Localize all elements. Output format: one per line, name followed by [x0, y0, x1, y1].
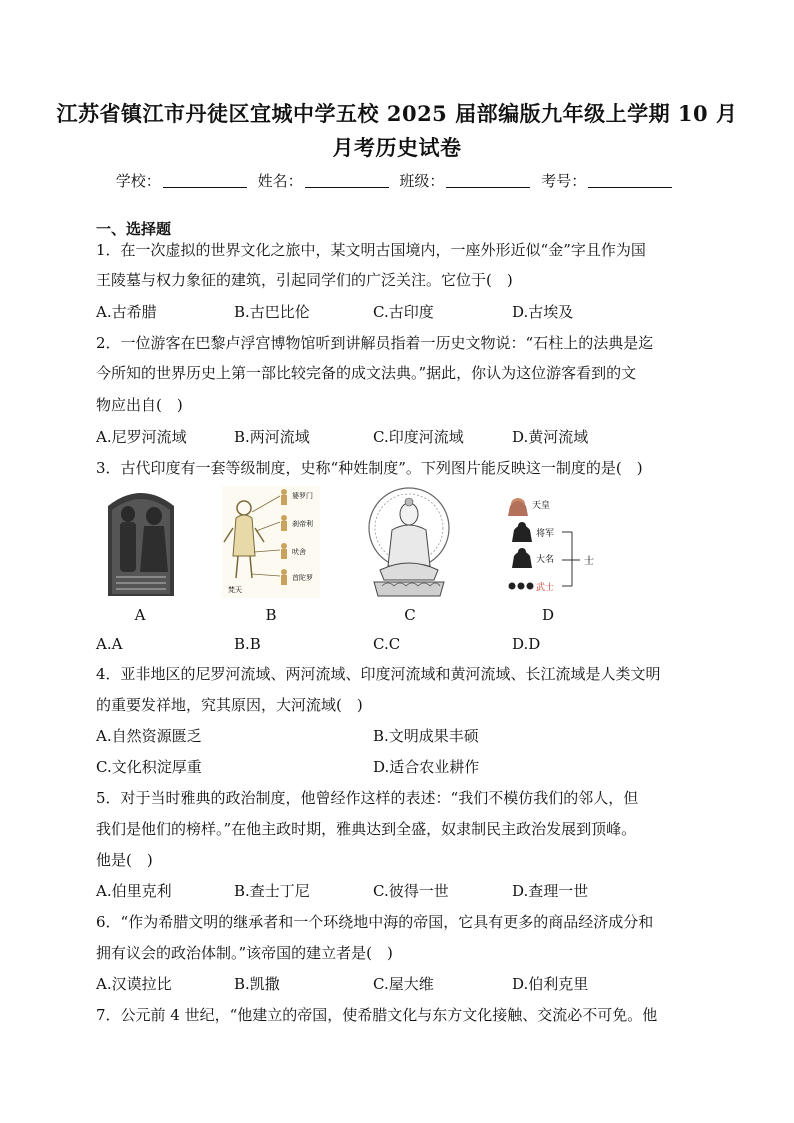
school-blank[interactable] [163, 174, 247, 188]
class-blank[interactable] [446, 174, 530, 188]
figure-b-label-shudra: 首陀罗 [292, 574, 313, 582]
q2-stem-line3: 物应出自( ) [96, 396, 183, 414]
q7-stem-line1: 7．公元前 4 世纪，“他建立的帝国，使希腊文化与东方文化接触、交流必不可免。他 [96, 1006, 658, 1024]
figure-b-caste-diagram[interactable] [222, 486, 320, 598]
q5-option-b[interactable]: B.查士丁尼 [234, 882, 310, 900]
q3-option-a[interactable]: A.A [96, 635, 123, 653]
class-label: 班级： [399, 172, 445, 190]
figure-a-label: A [134, 606, 146, 624]
q1-stem-line2: 王陵墓与权力象征的建筑，引起同学们的广泛关注。它位于( ) [96, 271, 513, 289]
q5-stem-line2: 我们是他们的榜样。”在他主政时期，雅典达到全盛，奴隶制民主政治发展到顶峰。 [96, 820, 637, 838]
figure-b-label-brahmin: 婆罗门 [292, 492, 313, 500]
q3-option-c[interactable]: C.C [373, 635, 401, 653]
q2-stem-line2: 今所知的世界历史上第一部比较完备的成文法典。”据此，你认为这位游客看到的文 [96, 364, 637, 382]
exam-title-line1: 江苏省镇江市丹徒区宜城中学五校 2025 届部编版九年级上学期 10 月 [56, 101, 738, 126]
q1-option-a[interactable]: A.古希腊 [96, 303, 157, 321]
figure-b-label-brahma: 梵天 [228, 586, 242, 594]
q5-stem-line3: 他是( ) [96, 851, 153, 869]
exam-number-label: 考号： [541, 172, 587, 190]
figure-d-label-daimyo: 大名 [536, 555, 555, 565]
q6-stem-line1: 6．“作为希腊文明的继承者和一个环绕地中海的帝国，它具有更多的商品经济成分和 [96, 913, 654, 931]
name-label: 姓名： [257, 172, 303, 190]
figure-d-label-emperor: 天皇 [532, 501, 551, 511]
q2-stem-line1: 2．一位游客在巴黎卢浮宫博物馆听到讲解员指着一历史文物说：“石柱上的法典是迄 [96, 334, 654, 352]
q4-stem-line2: 的重要发祥地，究其原因，大河流域( ) [96, 696, 363, 714]
exam-number-blank[interactable] [588, 174, 672, 188]
exam-title-line2: 月考历史试卷 [332, 135, 462, 160]
figure-d-label-warrior-class: 士 [584, 556, 594, 567]
q2-option-a[interactable]: A.尼罗河流域 [96, 428, 187, 446]
q6-stem-line2: 拥有议会的政治体制。”该帝国的建立者是( ) [96, 944, 393, 962]
q1-option-b[interactable]: B.古巴比伦 [234, 303, 310, 321]
q5-stem-line1: 5．对于当时雅典的政治制度，他曾经作这样的表述：“我们不模仿我们的邻人，但 [96, 789, 639, 807]
figure-b-label-kshatriya: 刹帝利 [292, 520, 313, 528]
q5-option-a[interactable]: A.伯里克利 [96, 882, 172, 900]
school-label: 学校： [115, 172, 161, 190]
q1-option-d[interactable]: D.古埃及 [512, 303, 574, 321]
figure-c-label: C [404, 606, 416, 624]
q4-option-b[interactable]: B.文明成果丰硕 [373, 727, 479, 745]
q3-option-b[interactable]: B.B [234, 635, 261, 653]
q2-option-d[interactable]: D.黄河流域 [512, 428, 589, 446]
q2-option-c[interactable]: C.印度河流域 [373, 428, 464, 446]
q2-option-b[interactable]: B.两河流域 [234, 428, 310, 446]
q1-stem-line1: 1．在一次虚拟的世界文化之旅中，某文明古国境内，一座外形近似“金”字且作为国 [96, 241, 646, 259]
q5-option-c[interactable]: C.彼得一世 [373, 882, 449, 900]
q4-option-c[interactable]: C.文化积淀厚重 [96, 758, 202, 776]
q6-option-a[interactable]: A.汉谟拉比 [96, 975, 172, 993]
q4-option-a[interactable]: A.自然资源匮乏 [96, 727, 202, 745]
q6-option-c[interactable]: C.屋大维 [373, 975, 434, 993]
name-blank[interactable] [305, 174, 389, 188]
figure-c-buddha-image[interactable] [364, 486, 454, 598]
q6-option-b[interactable]: B.凯撒 [234, 975, 280, 993]
section-heading: 一、选择题 [96, 220, 172, 238]
q6-option-d[interactable]: D.伯利克里 [512, 975, 589, 993]
student-info-row [0, 170, 794, 191]
q5-option-d[interactable]: D.查理一世 [512, 882, 589, 900]
figure-d-label-shogun: 将军 [536, 529, 555, 539]
q3-option-d[interactable]: D.D [512, 635, 541, 653]
figure-a-stele-image[interactable] [98, 486, 184, 596]
figure-d-hierarchy-diagram[interactable] [506, 486, 606, 598]
figure-d-label-samurai: 武士 [536, 583, 555, 593]
figure-b-label: B [265, 606, 277, 624]
q4-stem-line1: 4．亚非地区的尼罗河流域、两河流域、印度河流域和黄河流域、长江流域是人类文明 [96, 665, 661, 683]
figure-d-label: D [541, 606, 555, 624]
q1-option-c[interactable]: C.古印度 [373, 303, 434, 321]
q3-stem-line1: 3．古代印度有一套等级制度，史称“种姓制度”。下列图片能反映这一制度的是( ) [96, 459, 643, 477]
figure-b-label-vaishya: 吠舍 [292, 548, 306, 556]
q4-option-d[interactable]: D.适合农业耕作 [373, 758, 480, 776]
